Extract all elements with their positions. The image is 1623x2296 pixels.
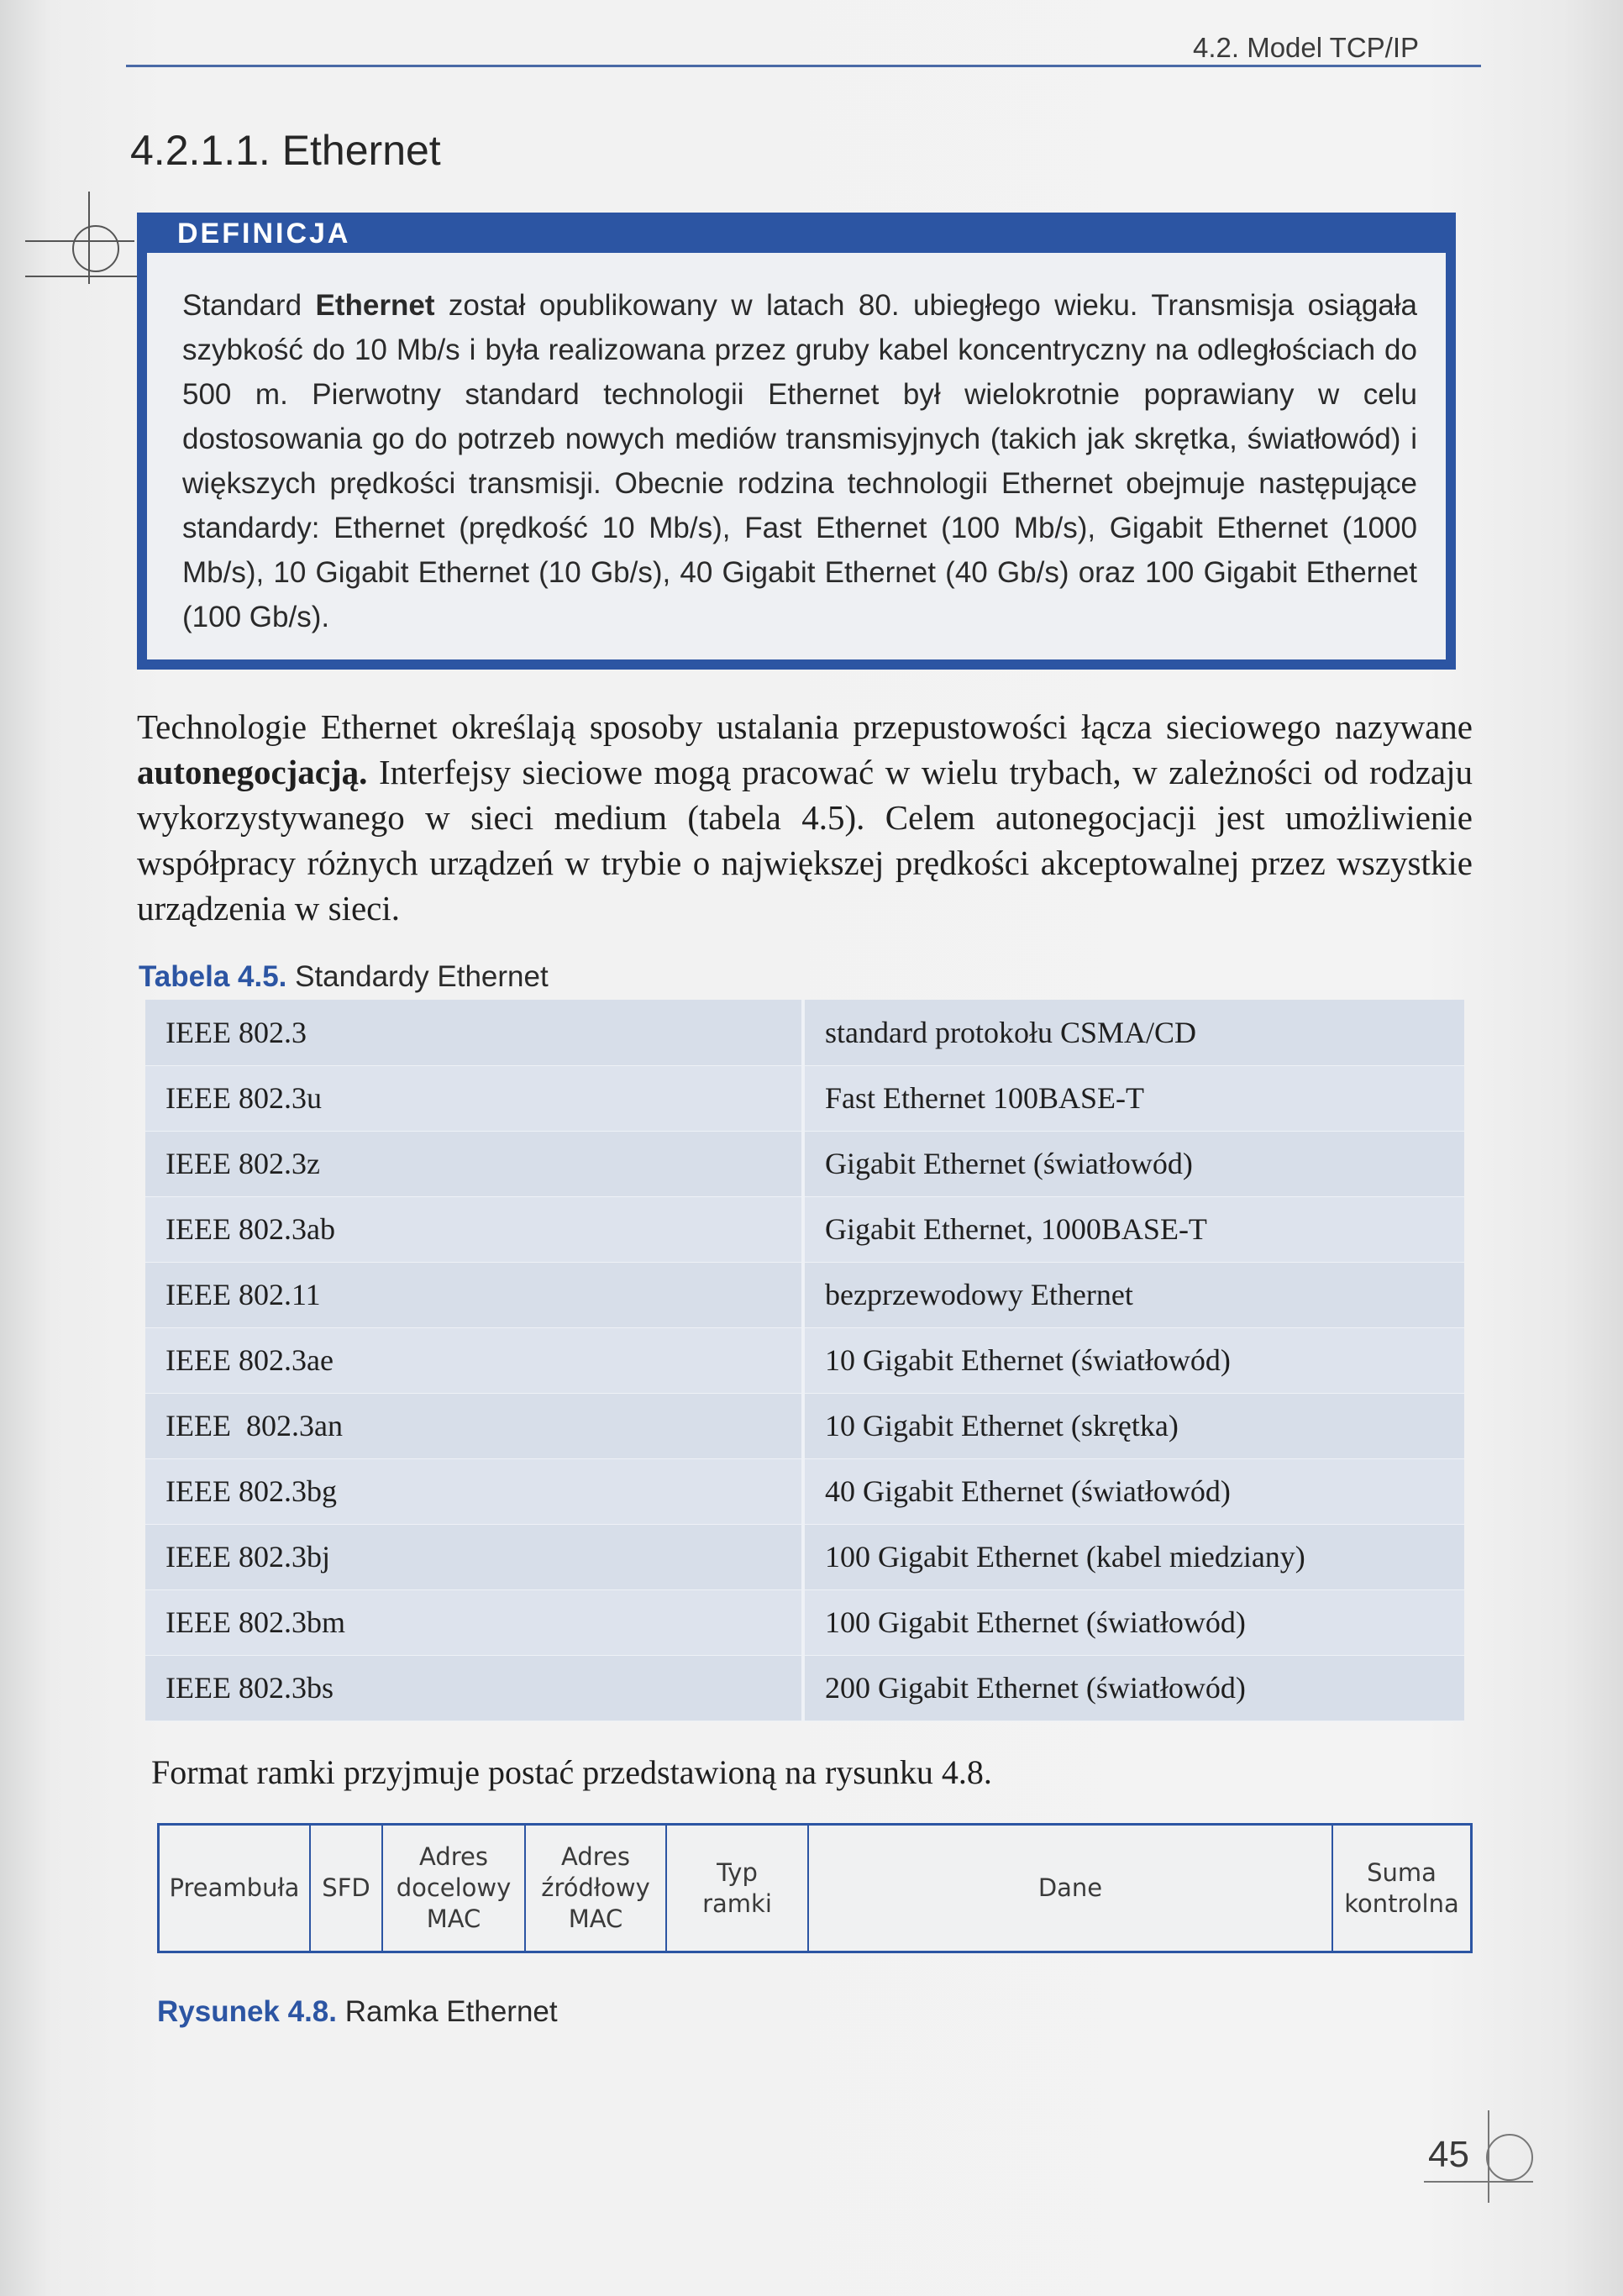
frame-field-label: Adres xyxy=(419,1842,488,1871)
table-row xyxy=(145,1262,1464,1327)
paragraph-text-start: Technologie Ethernet określają sposoby ustalania przepustowości łącza sieciowego nazywane xyxy=(137,707,1473,746)
table-caption xyxy=(139,960,549,994)
paragraph-text-rest: Interfejsy sieciowe mogą pracować w wielu trybach, w zależności od rodzaju wykorzystywanego w sieci medium (tabela 4.5). Celem autonegocjacji jest umożliwienie współpracy różnych urządzeń w trybie o największej prędkości akceptowalnej przez wszystkie urządzenia w sieci. xyxy=(137,753,1473,927)
table-caption-label: Tabela 4.5. xyxy=(139,960,287,993)
section-heading: 4.2.1.1. Ethernet xyxy=(130,127,441,174)
description-cell: 200 Gigabit Ethernet (światłowód) xyxy=(803,1655,1464,1721)
frame-field-data xyxy=(809,1826,1333,1951)
frame-field-label: Typ xyxy=(717,1857,758,1887)
description-cell: 100 Gigabit Ethernet (kabel miedziany) xyxy=(803,1524,1464,1589)
frame-field-label: źródłowy xyxy=(541,1873,650,1902)
page-number: 45 xyxy=(1428,2134,1469,2175)
standard-cell: IEEE 802.3u xyxy=(145,1065,803,1131)
frame-field-label: Adres xyxy=(561,1842,630,1871)
description-cell: 40 Gigabit Ethernet (światłowód) xyxy=(803,1458,1464,1524)
standard-cell: IEEE 802.3ae xyxy=(145,1327,803,1393)
table-row xyxy=(145,1458,1464,1524)
table-row xyxy=(145,1196,1464,1262)
frame-field-destination-mac xyxy=(383,1826,526,1951)
description-cell: 10 Gigabit Ethernet (skrętka) xyxy=(803,1393,1464,1458)
description-cell: Gigabit Ethernet, 1000BASE-T xyxy=(803,1196,1464,1262)
table-row xyxy=(145,1589,1464,1655)
description-cell: 100 Gigabit Ethernet (światłowód) xyxy=(803,1589,1464,1655)
description-cell: Fast Ethernet 100BASE-T xyxy=(803,1065,1464,1131)
frame-field-label: docelowy xyxy=(396,1873,512,1902)
definition-box xyxy=(137,213,1456,670)
frame-field-type xyxy=(667,1826,809,1951)
frame-field-label: MAC xyxy=(568,1905,623,1933)
running-header: 4.2. Model TCP/IP xyxy=(1193,32,1420,63)
frame-diagram xyxy=(157,1823,1473,1953)
frame-field-preamble xyxy=(160,1826,311,1951)
frame-field-checksum xyxy=(1333,1826,1470,1951)
table-row xyxy=(145,1065,1464,1131)
table-row xyxy=(145,1393,1464,1458)
frame-field-label: Preambuła xyxy=(169,1873,300,1902)
definition-text-start: Standard xyxy=(182,289,316,322)
standard-cell: IEEE 802.3 xyxy=(145,1000,803,1065)
table-caption-text: Standardy Ethernet xyxy=(286,960,549,993)
description-cell: Gigabit Ethernet (światłowód) xyxy=(803,1131,1464,1196)
frame-field-label: kontrolna xyxy=(1344,1889,1459,1918)
table-row xyxy=(145,1327,1464,1393)
standards-table xyxy=(145,1000,1464,1721)
standard-cell: IEEE 802.3z xyxy=(145,1131,803,1196)
definition-label: DEFINICJA xyxy=(177,218,351,250)
standard-cell: IEEE 802.3bs xyxy=(145,1655,803,1721)
frame-field-label: MAC xyxy=(426,1905,481,1933)
frame-field-label: ramki xyxy=(702,1889,772,1918)
standard-cell: IEEE 802.3ab xyxy=(145,1196,803,1262)
frame-field-label: Dane xyxy=(1037,1873,1103,1902)
frame-field-sfd xyxy=(311,1826,383,1951)
description-cell: 10 Gigabit Ethernet (światłowód) xyxy=(803,1327,1464,1393)
frame-field-label: SFD xyxy=(322,1873,370,1902)
definition-term: Ethernet xyxy=(315,289,435,322)
header-rule xyxy=(126,65,1481,67)
body-paragraph xyxy=(137,704,1473,931)
frame-field-label: Suma xyxy=(1367,1857,1437,1887)
description-cell: standard protokołu CSMA/CD xyxy=(803,1000,1464,1065)
table-row xyxy=(145,1524,1464,1589)
figure-caption-label: Rysunek 4.8. xyxy=(157,1995,337,2028)
standard-cell: IEEE 802.3bm xyxy=(145,1589,803,1655)
table-row xyxy=(145,1655,1464,1721)
table-row xyxy=(145,1131,1464,1196)
standard-cell: IEEE 802.11 xyxy=(145,1262,803,1327)
description-cell: bezprzewodowy Ethernet xyxy=(803,1262,1464,1327)
figure-caption xyxy=(157,1995,558,2029)
standard-cell: IEEE 802.3bj xyxy=(145,1524,803,1589)
table-row xyxy=(145,1000,1464,1065)
paragraph-term: autonegocjacją. xyxy=(137,753,368,791)
definition-text-rest: został opublikowany w latach 80. ubiegłego wieku. Transmisja osiągała szybkość do 10 Mb/s i była realizowana przez gruby kabel koncentryczny na odległościach do 500 m. Pierwotny standard technologii Ethernet był wielokrotnie poprawiany w celu dostosowania go do potrzeb nowych mediów transmisyjnych (takich jak skrętka, światłowód) i większych prędkości transmisji. Obecnie rodzina technologii Ethernet obejmuje następujące standardy: Ethernet (prędkość 10 Mb/s), Fast Ethernet (100 Mb/s), Gigabit Ethernet (1000 Mb/s), 10 Gigabit Ethernet (10 Gb/s), 40 Gigabit Ethernet (40 Gb/s) oraz 100 Gigabit Ethernet (100 Gb/s). xyxy=(182,289,1417,633)
frame-field-source-mac xyxy=(526,1826,667,1951)
standard-cell: IEEE 802.3bg xyxy=(145,1458,803,1524)
format-sentence: Format ramki przyjmuje postać przedstawioną na rysunku 4.8. xyxy=(151,1753,992,1791)
page-ornament xyxy=(1424,2110,1542,2211)
figure-caption-text: Ramka Ethernet xyxy=(337,1995,558,2028)
standard-cell: IEEE 802.3an xyxy=(145,1393,803,1458)
definition-text xyxy=(182,283,1417,639)
